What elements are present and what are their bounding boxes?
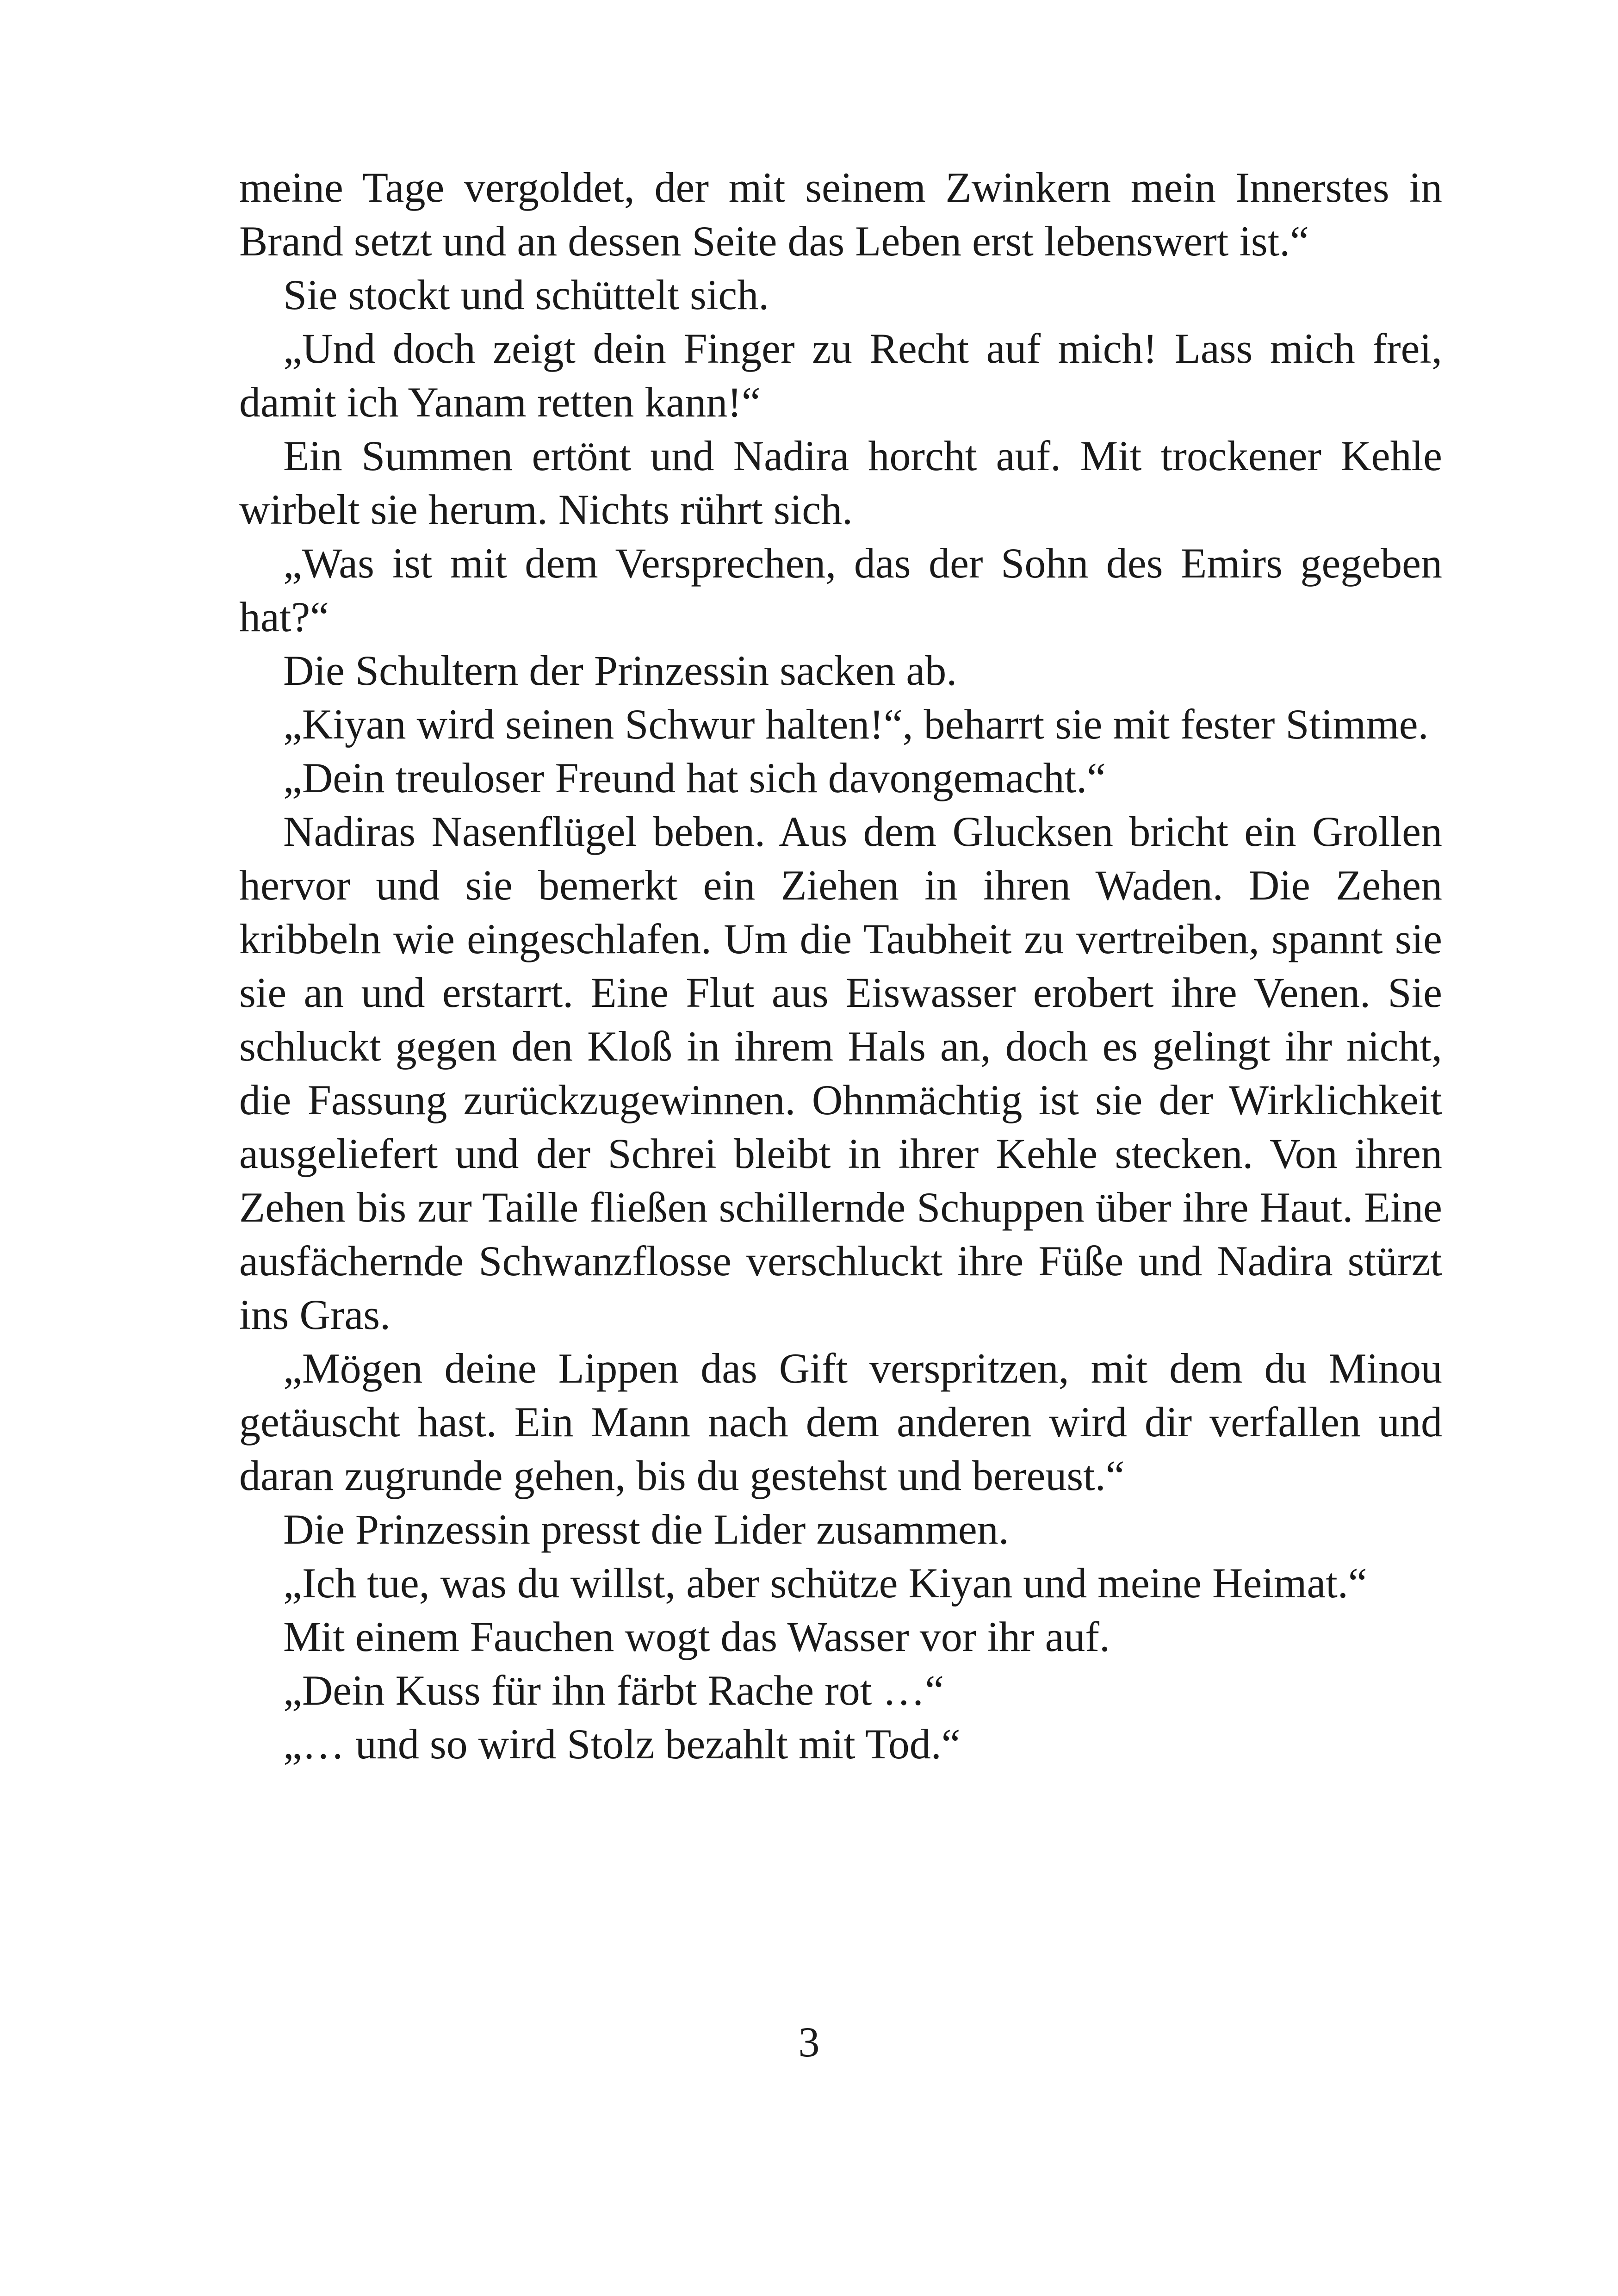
paragraph: meine Tage vergoldet, der mit seinem Zwinkern mein Innerstes in Brand setzt und an dessen Seite das Leben erst lebenswert ist.“ bbox=[239, 164, 1442, 265]
paragraph: „Dein treuloser Freund hat sich davongemacht.“ bbox=[283, 754, 1106, 801]
paragraph: „Mögen deine Lippen das Gift verspritzen, mit dem du Minou getäuscht hast. Ein Mann nach dem anderen wird dir verfallen und daran zugrunde gehen, bis du gestehst und bereust.“ bbox=[239, 1345, 1442, 1499]
paragraph: Die Prinzessin presst die Lider zusammen. bbox=[283, 1506, 1009, 1553]
paragraph: Ein Summen ertönt und Nadira horcht auf. Mit trockener Kehle wirbelt sie herum. Nichts rührt sich. bbox=[239, 432, 1442, 533]
body-text bbox=[239, 161, 1442, 1771]
paragraph: „Kiyan wird seinen Schwur halten!“, beharrt sie mit fester Stimme. bbox=[283, 701, 1429, 748]
paragraph: „Dein Kuss für ihn färbt Rache rot …“ bbox=[283, 1667, 944, 1714]
paragraph: Nadiras Nasenflügel beben. Aus dem Glucksen bricht ein Grollen hervor und sie bemerkt ein Ziehen in ihren Waden. Die Zehen kribbeln wie eingeschlafen. Um die Taubheit zu vertreiben, spannt sie sie an und erstarrt. Eine Flut aus Eiswasser erobert ihre Venen. Sie schluckt gegen den Kloß in ihrem Hals an, doch es gelingt ihr nicht, die Fassung zurückzugewinnen. Ohnmächtig ist sie der Wirklichkeit ausgeliefert und der Schrei bleibt in ihrer Kehle stecken. Von ihren Zehen bis zur Taille fließen schillernde Schuppen über ihre Haut. Eine ausfächernde Schwanzflosse verschluckt ihre Füße und Nadira stürzt ins Gras. bbox=[239, 808, 1442, 1338]
paragraph: „Und doch zeigt dein Finger zu Recht auf mich! Lass mich frei, damit ich Yanam retten kann!“ bbox=[239, 325, 1442, 426]
paragraph: „Was ist mit dem Versprechen, das der Sohn des Emirs gegeben hat?“ bbox=[239, 540, 1442, 640]
paragraph: Sie stockt und schüttelt sich. bbox=[283, 271, 769, 318]
paragraph: Die Schultern der Prinzessin sacken ab. bbox=[283, 647, 957, 694]
paragraph: „… und so wird Stolz bezahlt mit Tod.“ bbox=[283, 1720, 961, 1768]
paragraph: Mit einem Fauchen wogt das Wasser vor ihr auf. bbox=[283, 1613, 1110, 1660]
paragraph: „Ich tue, was du willst, aber schütze Kiyan und meine Heimat.“ bbox=[283, 1559, 1367, 1607]
page-number: 3 bbox=[798, 2018, 820, 2066]
